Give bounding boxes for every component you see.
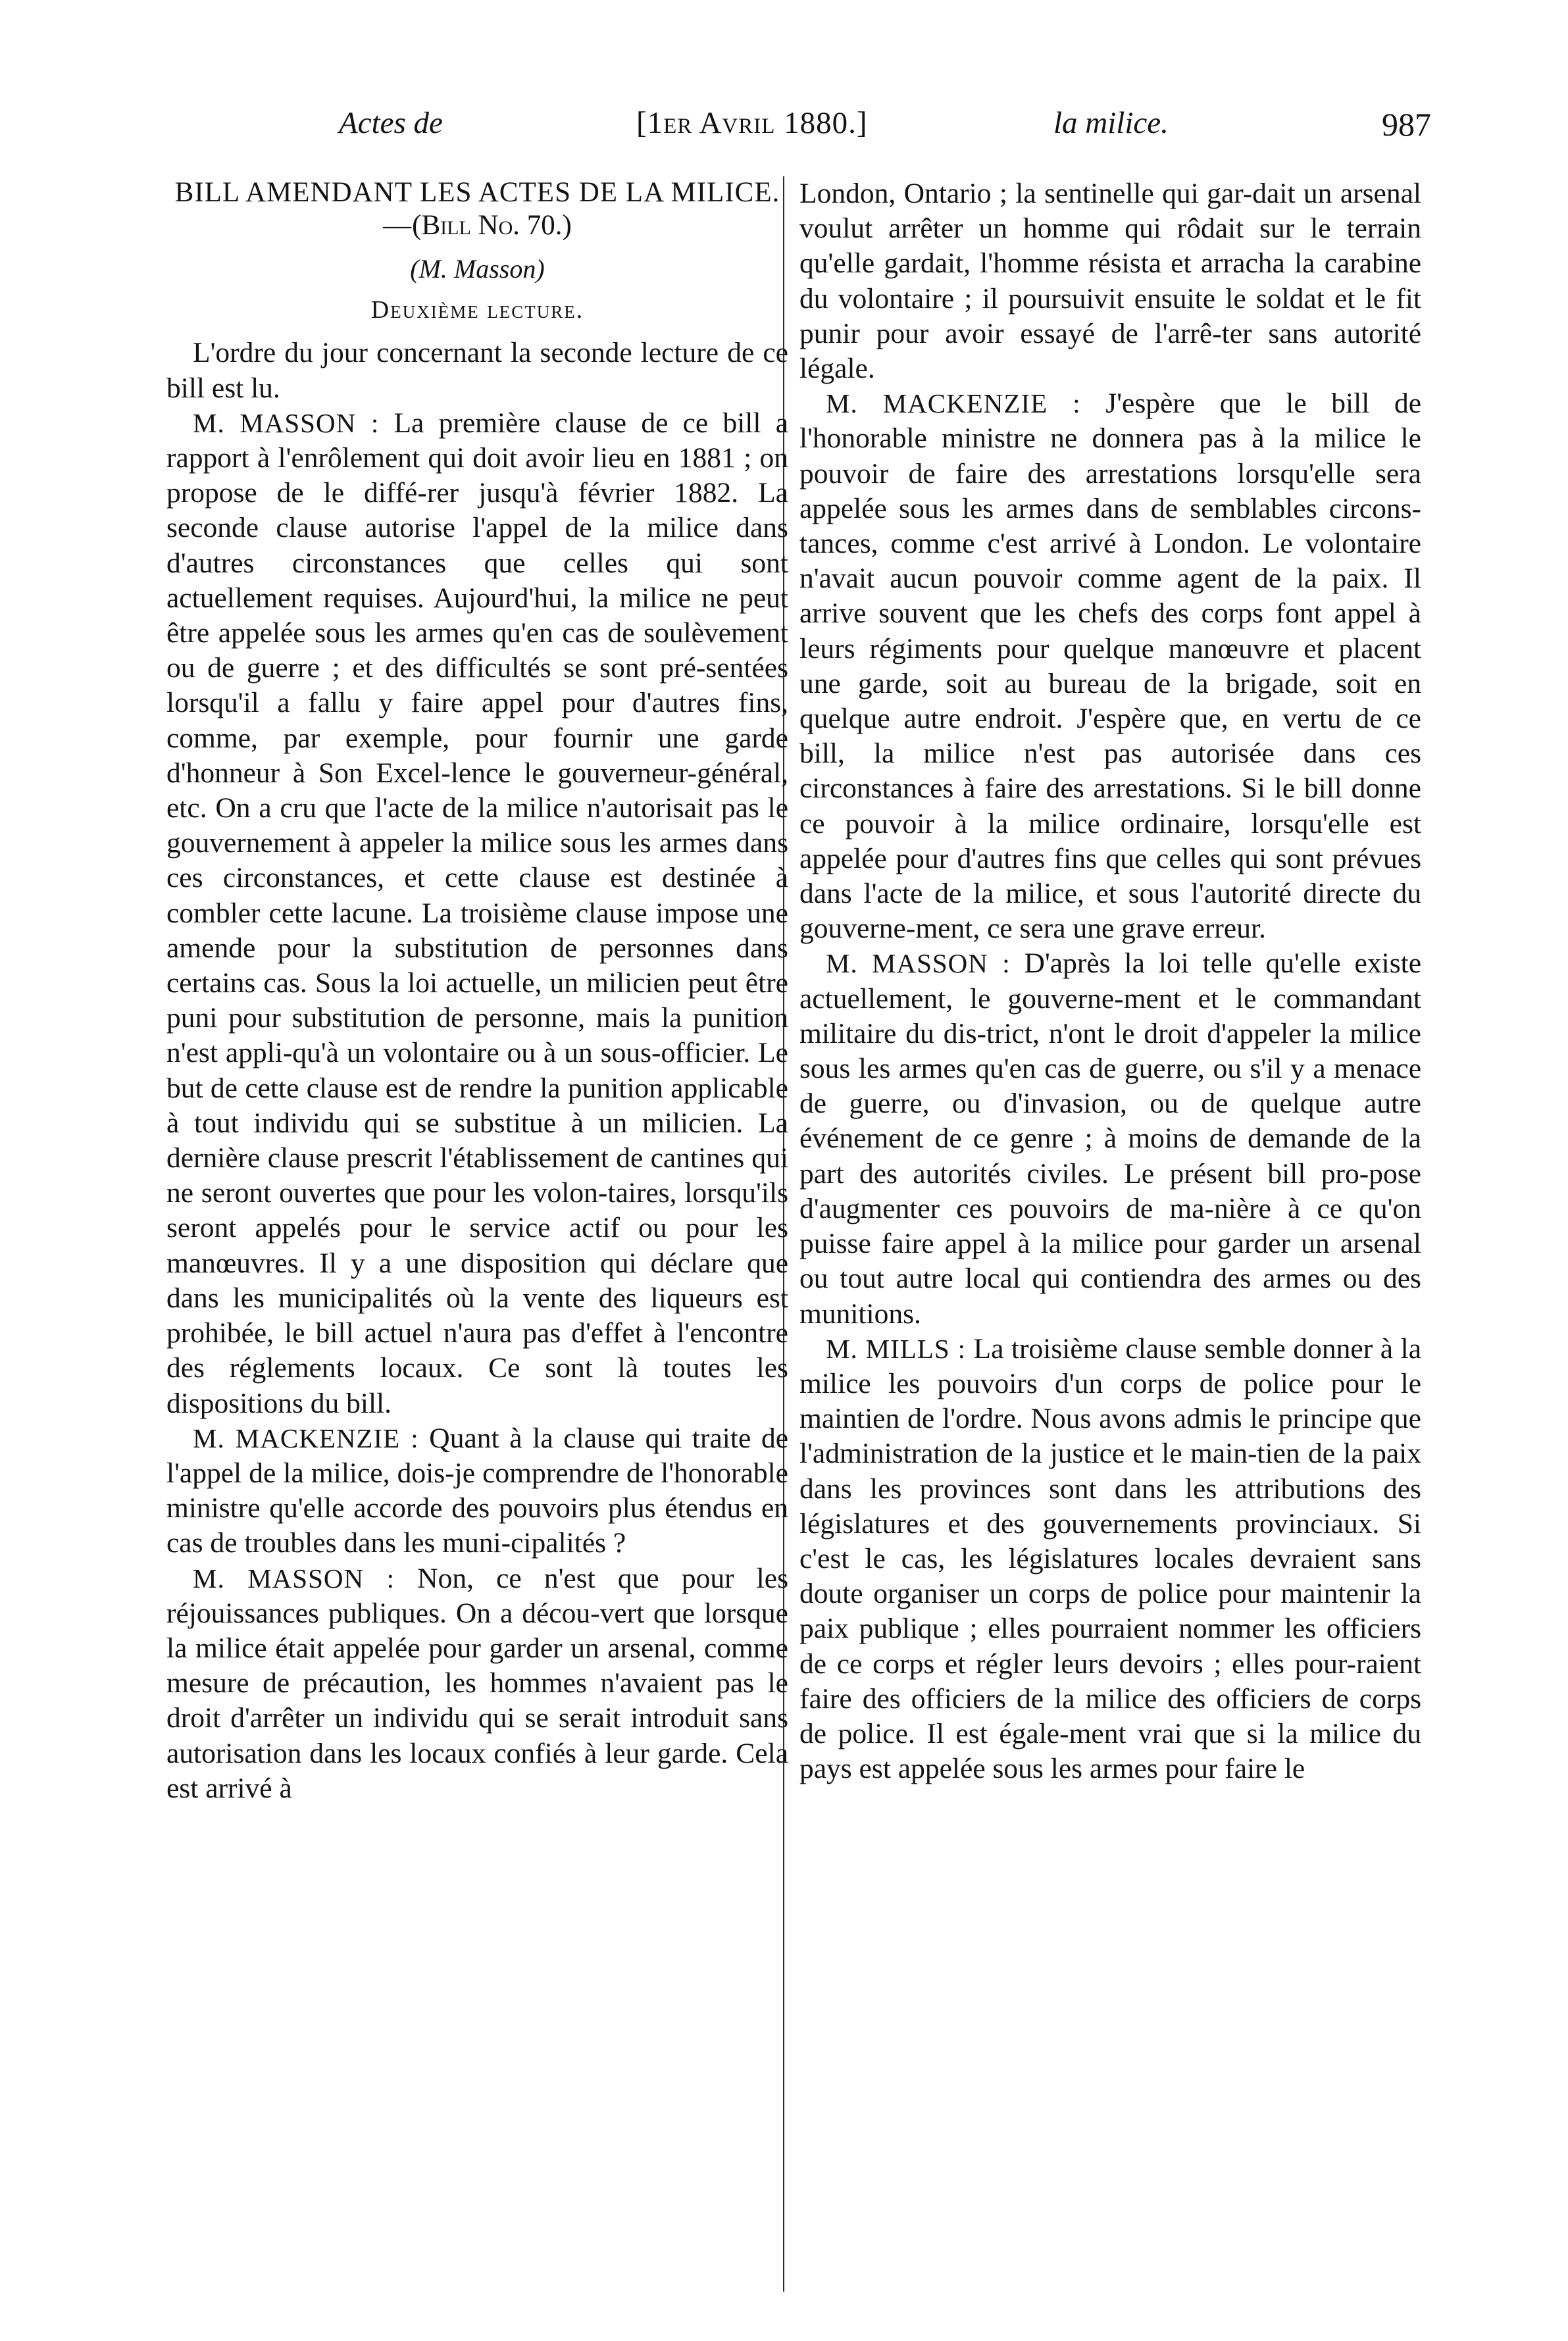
running-head-date: [1er Avril 1880.] (636, 106, 868, 140)
bill-title (166, 176, 788, 242)
running-head (339, 105, 1431, 158)
speaker-name: M. MASSON : (193, 1563, 395, 1594)
speech-mills-1 (799, 1332, 1421, 1787)
bill-mover: (M. Masson) (410, 254, 545, 284)
speech-text: Non, ce n'est que pour les réjouissances publiques. On a décou-vert que lorsque la milice était appelée pour garder un arsenal, comme mesure de précaution, les hommes n'avaient pas le droit d'arrêter un individu qui se serait introduit sans autorisation dans les locaux confiés à leur garde. Cela est arrivé à (166, 1562, 789, 1804)
right-column (799, 176, 1421, 1786)
speech-text: D'après la loi telle qu'elle existe actuellement, le gouverne-ment et le commandant militaire du dis-trict, n'ont le droit d'appeler la milice sous les armes qu'en cas de guerre, ou s'il y a menace de guerre, ou d'invasion, ou de quelque autre événement de ce genre ; à moins de demande de la part des autorités civiles. Le présent bill pro-pose d'augmenter ces pouvoirs de ma-nière à ce qu'on puisse faire appel à la milice pour garder un arsenal ou tout autre local qui contiendra des armes ou des munitions. (799, 947, 1422, 1330)
speech-text: Quant à la clause qui traite de l'appel de la milice, dois-je comprendre de l'honorable ministre qu'elle accorde des pouvoirs plus étendus en cas de troubles dans les muni-cipalités ? (166, 1422, 788, 1559)
bill-number: (Bill No. 70.) (412, 210, 572, 241)
left-column (166, 176, 788, 1806)
speaker-name: M. MACKENZIE : (193, 1422, 419, 1453)
speaker-name: M. MILLS : (826, 1333, 966, 1364)
order-of-day: L'ordre du jour concernant la seconde lecture de ce bill est lu. (166, 337, 788, 404)
speech-masson-3 (799, 946, 1421, 1331)
speech-text: J'espère que le bill de l'honorable ministre ne donnera pas à la milice le pouvoir de faire des arrestations lorsqu'elle sera appelée sous les armes dans de semblables circons-tances, comme c'est arrivé à London. Le volontaire n'avait aucun pouvoir comme agent de la paix. Il arrive souvent que les chefs des corps font appel à leurs régiments pour quelque manœuvre et placent une garde, soit au bureau de la brigade, soit en quelque autre endroit. J'espère que, en vertu de ce bill, la milice n'est pas autorisée dans ces circonstances à faire des arrestations. Si le bill donne ce pouvoir à la milice ordinaire, lorsqu'elle est appelée pour d'autres fins que celles qui sont prévues dans l'acte de la milice, et sous l'autorité directe du gouverne-ment, ce sera une grave erreur. (799, 388, 1422, 945)
running-head-left: Actes de (339, 106, 443, 140)
running-head-right: la milice. (1053, 106, 1169, 140)
speech-masson-1 (166, 406, 788, 1421)
speech-mackenzie-1 (166, 1421, 788, 1561)
speaker-name: M. MASSON : (826, 948, 1011, 979)
speaker-name: M. MASSON : (193, 407, 380, 438)
reading-heading: Deuxième lecture. (370, 296, 584, 324)
bill-title-text: BILL AMENDANT LES ACTES DE LA MILICE.— (174, 177, 780, 241)
speech-continuation: London, Ontario ; la sentinelle qui gar-dait un arsenal voulut arrêter un homme qui rôdait sur le terrain qu'elle gardait, l'homme résista et arracha la carabine du volontaire ; il poursuivit ensuite le soldat et le fit punir pour avoir essayé de l'arrê-ter sans autorité légale. (799, 178, 1421, 385)
page-number: 987 (1382, 106, 1431, 143)
speech-masson-2 (166, 1561, 788, 1806)
speech-text: La première clause de ce bill a rapport à l'enrôlement qui doit avoir lieu en 1881 ; on propose de le diffé-rer jusqu'à février 1882. La seconde clause autorise l'appel de la milice dans d'autres circonstances que celles qui sont actuellement requises. Aujourd'hui, la milice ne peut être appelée sous les armes qu'en cas de soulèvement ou de guerre ; et des difficultés se sont pré-sentées lorsqu'il a fallu y faire appel pour d'autres fins, comme, par exemple, pour fournir une garde d'honneur à Son Excel-lence le gouverneur-général, etc. On a cru que l'acte de la milice n'autorisait pas le gouvernement à appeler la milice sous les armes dans ces circonstances, et cette clause est destinée à combler cette lacune. La troisième clause impose une amende pour la substitution de personnes dans certains cas. Sous la loi actuelle, un milicien peut être puni pour substitution de personne, mais la punition n'est appli-qu'à un volontaire ou à un sous-officier. Le but de cette clause est de rendre la punition applicable à tout individu qui se substitue à un milicien. La dernière clause prescrit l'établissement de cantines qui ne seront ouvertes que pour les volon-taires, lorsqu'ils seront appelés pour le service actif ou pour les manœuvres. Il y a une disposition qui déclare que dans les municipalités où la vente des liqueurs est prohibée, le bill actuel n'aura pas d'effet à l'encontre des réglements locaux. Ce sont là toutes les dispositions du bill. (166, 407, 789, 1419)
speech-text: La troisième clause semble donner à la milice les pouvoirs d'un corps de police pour le maintien de l'ordre. Nous avons admis le principe que l'administration de la justice et le main-tien de la paix dans les provinces sont dans les attributions des législatures et des gouvernements provinciaux. Si c'est le cas, les législatures locales devraient sans doute organiser un corps de police pour maintenir la paix publique ; elles pourraient nommer les officiers de ce corps et régler leurs devoirs ; elles pour-raient faire des officiers de la milice des officiers de corps de police. Il est égale-ment vrai que si la milice du pays est appelée sous les armes pour faire le (799, 1332, 1421, 1785)
speech-mackenzie-2 (799, 386, 1421, 946)
speaker-name: M. MACKENZIE : (826, 388, 1081, 419)
